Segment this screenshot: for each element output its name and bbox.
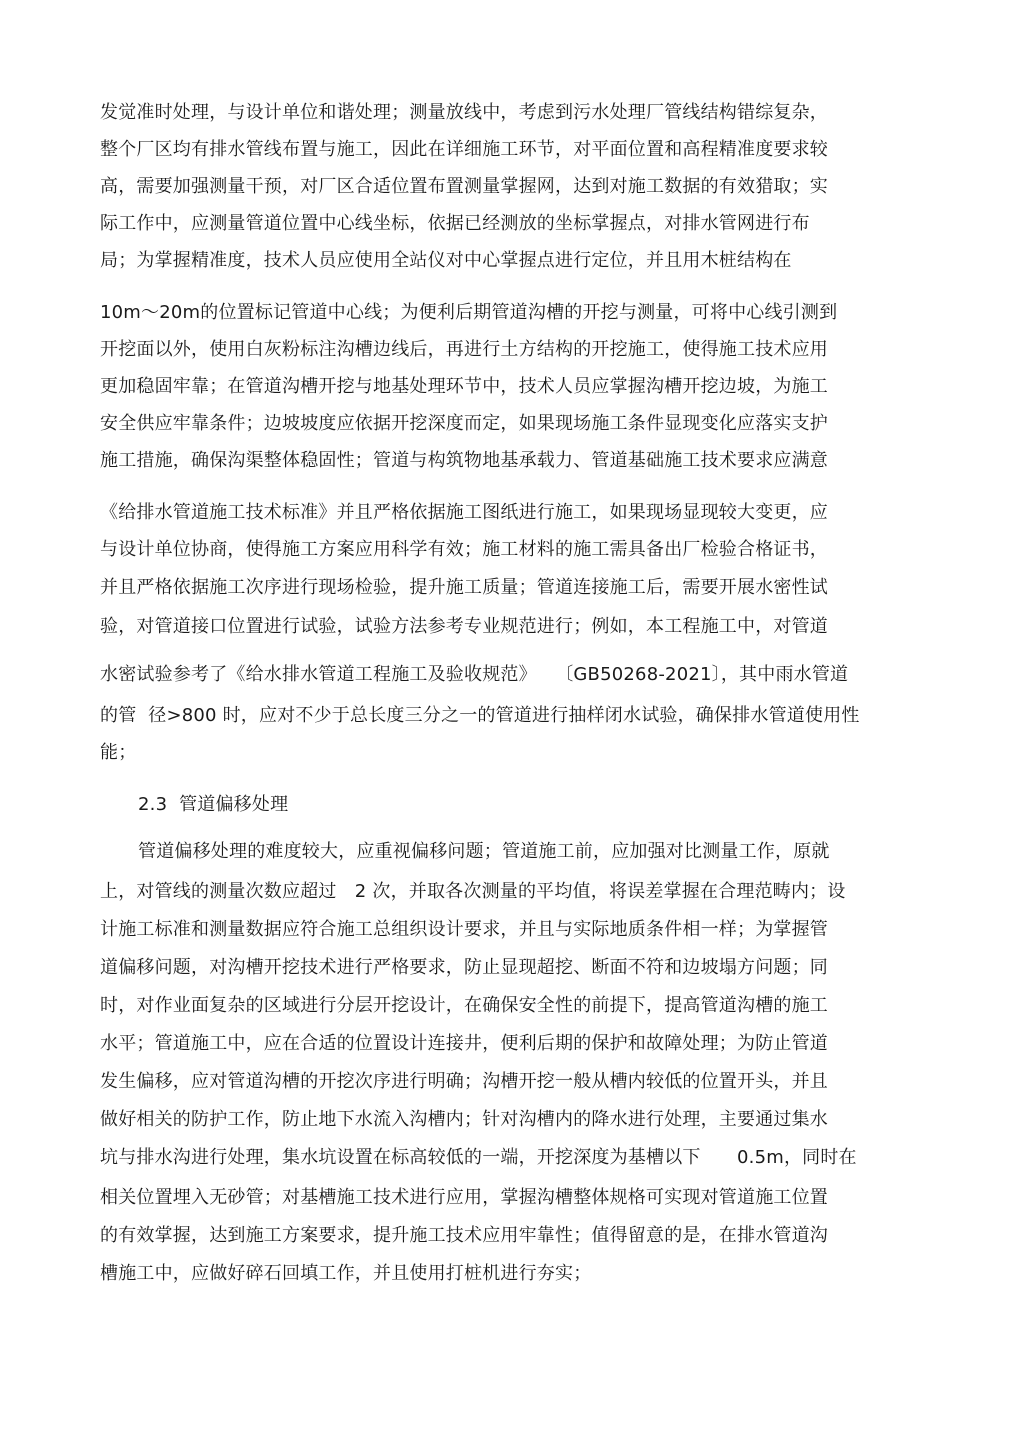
text-line: 水平；管道施工中，应在合适的位置设计连接井，便利后期的保护和故障处理；为防止管道 [100, 1033, 828, 1054]
text-line: 《给排水管道施工技术标准》并且严格依据施工图纸进行施工，如果现场显现较大变更，应 [100, 502, 828, 523]
text-line: 10m～20m的位置标记管道中心线；为便利后期管道沟槽的开挖与测量，可将中心线引测到 [100, 302, 838, 323]
text-line: 高，需要加强测量干预，对厂区合适位置布置测量掌握网，达到对施工数据的有效猎取；实 [100, 176, 828, 197]
text-line: 际工作中，应测量管道位置中心线坐标，依据已经测放的坐标掌握点，对排水管网进行布 [100, 213, 810, 234]
text-line: 上，对管线的测量次数应超过 2 次，并取各次测量的平均值，将误差掌握在合理范畴内；设 [100, 881, 846, 902]
text-line: 做好相关的防护工作，防止地下水流入沟槽内；针对沟槽内的降水进行处理，主要通过集水 [100, 1109, 828, 1130]
text-line: 的有效掌握，达到施工方案要求，提升施工技术应用牢靠性；值得留意的是，在排水管道沟 [100, 1225, 828, 1246]
text-line: 相关位置埋入无砂管；对基槽施工技术进行应用，掌握沟槽整体规格可实现对管道施工位置 [100, 1187, 828, 1208]
section-heading: 2.3 管道偏移处理 [138, 794, 289, 815]
text-line: 安全供应牢靠条件；边坡坡度应依据开挖深度而定，如果现场施工条件显现变化应落实支护 [100, 413, 828, 434]
text-line: 发生偏移，应对管道沟槽的开挖次序进行明确；沟槽开挖一般从槽内较低的位置开头，并且 [100, 1071, 828, 1092]
text-line: 并且严格依据施工次序进行现场检验，提升施工质量；管道连接施工后，需要开展水密性试 [100, 577, 828, 598]
text-line: 时，对作业面复杂的区域进行分层开挖设计，在确保安全性的前提下，提高管道沟槽的施工 [100, 995, 828, 1016]
text-line: 管道偏移处理的难度较大，应重视偏移问题；管道施工前，应加强对比测量工作，原就 [138, 841, 830, 862]
text-line: 施工措施，确保沟渠整体稳固性；管道与构筑物地基承载力、管道基础施工技术要求应满意 [100, 450, 828, 471]
text-line: 坑与排水沟进行处理，集水坑设置在标高较低的一端，开挖深度为基槽以下 0.5m，同时在 [100, 1147, 857, 1168]
text-line: 局；为掌握精准度，技术人员应使用全站仪对中心掌握点进行定位，并且用木桩结构在 [100, 250, 792, 271]
text-line: 槽施工中，应做好碎石回填工作，并且使用打桩机进行夯实； [100, 1263, 592, 1284]
text-line: 能； [100, 742, 137, 763]
text-line: 水密试验参考了《给水排水管道工程施工及验收规范》 〔GB50268-2021〕，其中雨水管道 [100, 664, 849, 685]
text-line: 验，对管道接口位置进行试验，试验方法参考专业规范进行；例如，本工程施工中，对管道 [100, 616, 828, 637]
text-line: 发觉准时处理，与设计单位和谐处理；测量放线中，考虑到污水处理厂管线结构错综复杂， [100, 102, 828, 123]
text-line: 道偏移问题，对沟槽开挖技术进行严格要求，防止显现超挖、断面不符和边坡塌方问题；同 [100, 957, 828, 978]
text-line: 与设计单位协商，使得施工方案应用科学有效；施工材料的施工需具备出厂检验合格证书， [100, 539, 828, 560]
text-line: 整个厂区均有排水管线布置与施工，因此在详细施工环节，对平面位置和高程精准度要求较 [100, 139, 828, 160]
text-line: 开挖面以外，使用白灰粉标注沟槽边线后，再进行土方结构的开挖施工，使得施工技术应用 [100, 339, 828, 360]
text-line: 的管 径>800 时，应对不少于总长度三分之一的管道进行抽样闭水试验，确保排水管道使用性 [100, 705, 860, 726]
text-line: 计施工标准和测量数据应符合施工总组织设计要求，并且与实际地质条件相一样；为掌握管 [100, 919, 828, 940]
text-line: 更加稳固牢靠；在管道沟槽开挖与地基处理环节中，技术人员应掌握沟槽开挖边坡，为施工 [100, 376, 828, 397]
